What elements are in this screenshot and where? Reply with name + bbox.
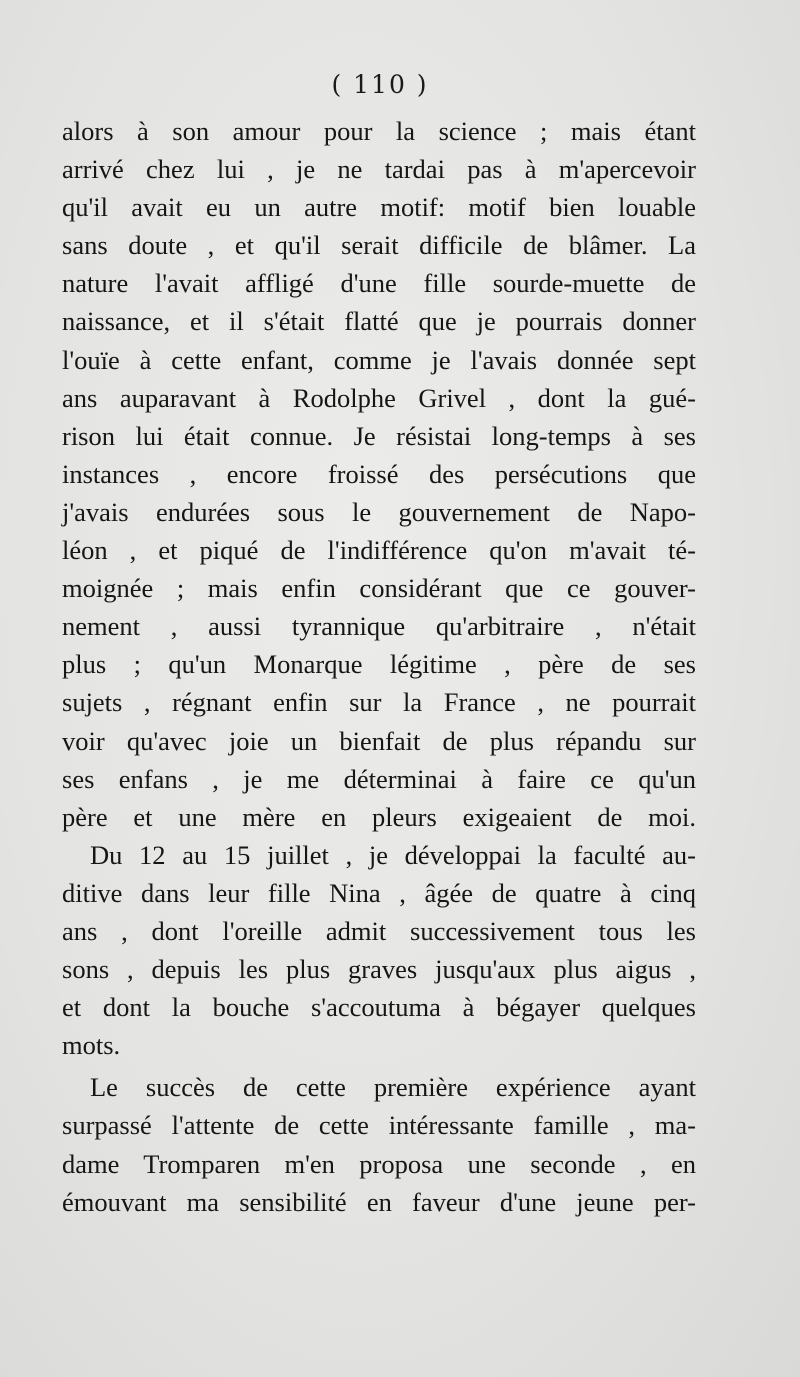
text-line: ses enfans , je me déterminai à faire ce qu'un bbox=[62, 763, 696, 794]
text-line: sujets , régnant enfin sur la France , ne pourrait bbox=[62, 687, 696, 718]
text-line: père et une mère en pleurs exigeaient de moi. bbox=[62, 801, 696, 832]
text-line: dame Tromparen m'en proposa une seconde , en bbox=[62, 1148, 696, 1179]
text-line: qu'il avait eu un autre motif: motif bien louable bbox=[62, 192, 696, 223]
text-line: rison lui était connue. Je résistai long-temps à ses bbox=[62, 420, 696, 451]
text-line: Le succès de cette première expérience ayant bbox=[90, 1072, 696, 1103]
text-line: et dont la bouche s'accoutuma à bégayer quelques bbox=[62, 992, 696, 1023]
text-line: mots. bbox=[62, 1030, 121, 1061]
text-line: Du 12 au 15 juillet , je développai la faculté au- bbox=[90, 839, 696, 870]
text-line: voir qu'avec joie un bienfait de plus répandu sur bbox=[62, 725, 696, 756]
text-line: léon , et piqué de l'indifférence qu'on m'avait té- bbox=[62, 535, 696, 566]
text-line: moignée ; mais enfin considérant que ce gouver- bbox=[62, 573, 696, 604]
paragraph bbox=[62, 112, 696, 836]
text-line: surpassé l'attente de cette intéressante famille , ma- bbox=[62, 1110, 696, 1141]
text-line: sons , depuis les plus graves jusqu'aux plus aigus , bbox=[62, 954, 696, 985]
text-line: alors à son amour pour la science ; mais étant bbox=[62, 116, 696, 146]
text-line: ans auparavant à Rodolphe Grivel , dont la gué- bbox=[62, 382, 696, 413]
text-line: sans doute , et qu'il serait difficile de blâmer. La bbox=[62, 230, 696, 261]
text-line: ditive dans leur fille Nina , âgée de quatre à cinq bbox=[62, 877, 696, 908]
text-line: émouvant ma sensibilité en faveur d'une jeune per- bbox=[62, 1186, 696, 1217]
page-number: ( 110 ) bbox=[331, 70, 429, 99]
text-line: arrivé chez lui , je ne tardai pas à m'apercevoir bbox=[62, 154, 696, 185]
text-line: instances , encore froissé des persécutions que bbox=[62, 458, 696, 489]
body-text bbox=[62, 112, 696, 1221]
text-line: plus ; qu'un Monarque légitime , père de ses bbox=[62, 649, 696, 680]
paragraph bbox=[62, 1068, 696, 1220]
paragraph bbox=[62, 836, 696, 1065]
text-line: l'ouïe à cette enfant, comme je l'avais donnée sept bbox=[62, 344, 696, 375]
text-line: nement , aussi tyrannique qu'arbitraire , n'était bbox=[62, 611, 696, 642]
text-line: j'avais endurées sous le gouvernement de Napo- bbox=[62, 496, 696, 527]
text-line: ans , dont l'oreille admit successivement tous les bbox=[62, 915, 696, 946]
text-line: nature l'avait affligé d'une fille sourde-muette de bbox=[62, 268, 696, 299]
text-line: naissance, et il s'était flatté que je pourrais donner bbox=[62, 306, 696, 337]
